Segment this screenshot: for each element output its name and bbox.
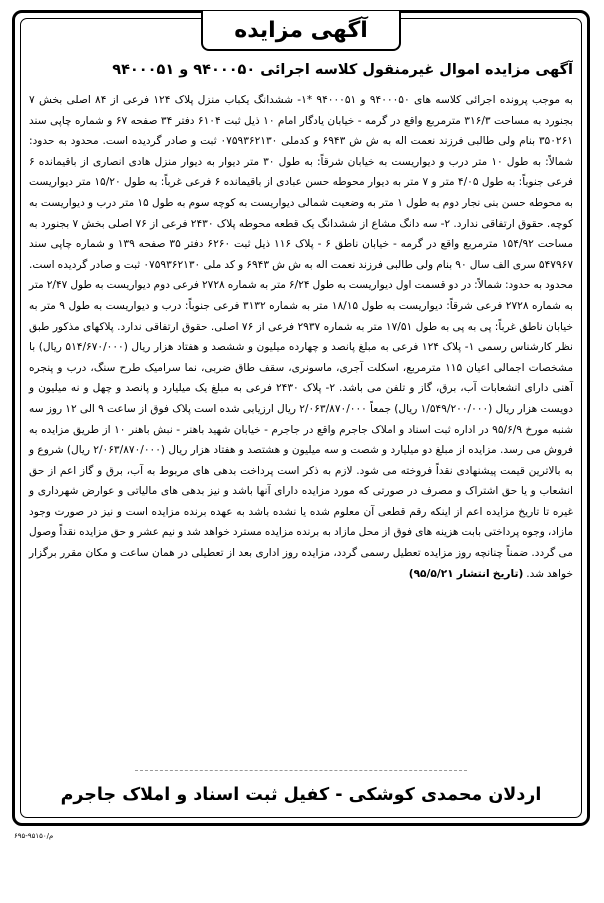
notice-signature: اردلان محمدی کوشکی - کفیل ثبت اسناد و املاک جاجرم — [60, 785, 542, 805]
auction-notice — [12, 10, 590, 826]
notice-header-title: آگهی مزایده — [234, 17, 368, 43]
footer-divider — [135, 770, 467, 771]
notice-body — [29, 90, 573, 584]
notice-heading: آگهی مزایده اموال غیرمنقول کلاسه اجرائی ۹۴۰۰۰۵۰ و ۹۴۰۰۰۵۱ — [112, 62, 573, 78]
notice-code: م/۹۵۱۵۰-۶۹۵ — [14, 832, 54, 840]
notice-header-box — [201, 11, 401, 51]
publish-date: (تاریخ انتشار ۹۵/۵/۲۱) — [408, 567, 524, 580]
notice-body-text: به موجب پرونده اجرائی کلاسه های ۹۴۰۰۰۵۰ و ۹۴۰۰۰۵۱ *۱- ششدانگ یکباب منزل پلاک ۱۲۴ فرعی از ۸۴ اصلی بخش ۷ بجنورد به مساحت ۳۱۶/۳ مترمربع واقع در گرمه - خیابان یادگار امام ۱۰ ذیل ثبت ۶۱۰۴ دفتر ۳۴ صفحه ۶۷ و شماره چاپی سند ۳۵۰۲۶۱ بنام ولی طالبی فرزند نعمت اله به ش ش ۶۹۴۳ و کدملی ۰۷۵۹۳۶۲۱۳۰ ثبت و صادر گردیده است. محدود به حدود: شمالاً: به طول ۱۰ متر درب و دیواریست به خیابان شرقاً: به طول ۳۰ متر دیوار به دیوار منزل هادی انصاری از باقیمانده ۶ فرعی جنوباً: به طول ۴/۰۵ متر و ۷ متر به دیوار محوطه حسن عبادی از باقیمانده ۶ فرعی غرباً: به طول ۱۵/۲۰ متر دیواریست به محوطه حسن بنی نجار دوم به طول ۱ متر به وضعیت شمالی دیواریست به کوچه سوم به طول ۱۵ متر درب و دیواریست به کوچه. حقوق ارتفاقی ندارد. ۲- سه دانگ مشاع از ششدانگ یک قطعه محوطه پلاک ۲۴۳۰ فرعی از ۷۶ اصلی بخش ۷ بجنورد به مساحت ۱۵۴/۹۲ مترمربع واقع در گرمه - خیابان ناطق ۶ - پلاک ۱۱۶ ذیل ثبت ۶۲۶۰ دفتر ۳۵ صفحه ۱۳۹ و شماره چاپی سند ۵۴۷۹۶۷ سری الف سال ۹۰ بنام ولی طالبی فرزند نعمت اله به ش ش ۶۹۴۳ و کد ملی ۰۷۵۹۳۶۲۱۳۰ ثبت و صادر گردیده است. محدود به حدود: شمالاً: در دو قسمت اول دیواریست به طول ۶/۲۴ متر به شماره ۲۷۲۸ فرعی دوم دیواریست به طول ۲/۴۷ متر به شماره ۲۷۲۸ فرعی شرقاً: دیواریست به طول ۱۸/۱۵ متر به شماره ۳۱۳۲ فرعی جنوباً: درب و دیواریست به طول ۹ متر به خیابان ناطق غرباً: پی به پی به طول ۱۷/۵۱ متر به شماره ۲۹۳۷ فرعی از ۷۶ اصلی. حقوق ارتفاقی ندارد. پلاکهای مذکور طبق نظر کارشناس رسمی ۱- پلاک ۱۲۴ فرعی به مبلغ پانصد و چهارده میلیون و ششصد و هفتاد هزار ریال (۵۱۴/۶۷۰/۰۰۰ ریال) با مشخصات اجمالی اعیان ۱۱۵ مترمربع، اسکلت آجری، ماسونری، سقف طاق ضربی، نما سرامیک طرح سنگ، درب و پنجره آهنی دارای انشعابات آب، برق، گاز و تلفن می باشد. ۲- پلاک ۲۴۳۰ فرعی به مبلغ یک میلیارد و پانصد و چهل و نه میلیون و دویست هزار ریال (۱/۵۴۹/۲۰۰/۰۰۰ ریال) جمعاً ۲/۰۶۳/۸۷۰/۰۰۰ ریال ارزیابی شده است پلاک فوق از ساعت ۹ الی ۱۲ روز سه شنبه مورخ ۹۵/۶/۹ در اداره ثبت اسناد و املاک جاجرم واقع در جاجرم - خیابان شهید باهنر - نبش باهنر ۱۰ از طریق مزایده به فروش می رسد. مزایده از مبلغ دو میلیارد و شصت و سه میلیون و هشتصد و هفتاد هزار ریال (۲/۰۶۳/۸۷۰/۰۰۰ ریال) شروع و به بالاترین قیمت پیشنهادی نقداً فروخته می شود. لازم به ذکر است پرداخت بدهی های مربوط به آب، برق و گاز اعم از حق انشعاب و یا حق اشتراک و مصرف در صورتی که مورد مزایده دارای آنها باشد و نیز بدهی های مالیاتی و عوارض شهرداری و غیره تا تاریخ مزایده اعم از اینکه رقم قطعی آن معلوم شده یا نشده باشد به عهده برنده مزایده است و نیز در صورت وجود مازاد، وجوه پرداختی بابت هزینه های فوق از محل مازاد به برنده مزایده مسترد خواهد شد و نیم عشر و حق مزایده نقداً وصول می گردد. ضمناً چنانچه روز مزایده تعطیل رسمی گردد، مزایده روز اداری بعد از تعطیلی در همان ساعت و مکان مقرر برگزار خواهد شد. — [29, 94, 574, 580]
